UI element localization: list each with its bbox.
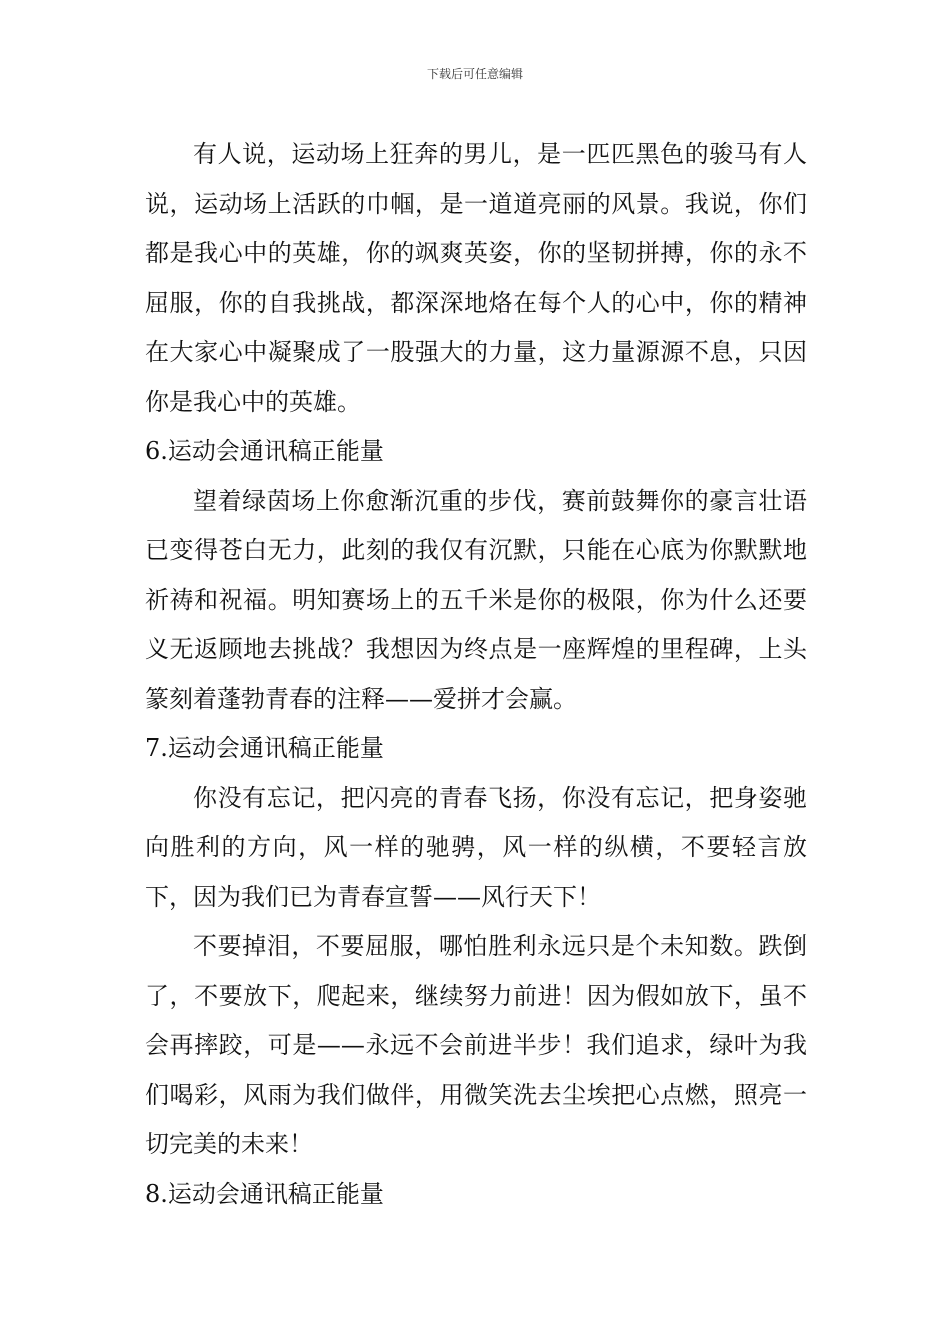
- document-body: [145, 130, 807, 1219]
- section-heading-8: 8.运动会通讯稿正能量: [145, 1179, 384, 1208]
- paragraph-never-give-up: 不要掉泪，不要屈服，哪怕胜利永远只是个未知数。跌倒了，不要放下，爬起来，继续努力前进！因为假如放下，虽不会再摔跤，可是——永远不会前进半步！我们追求，绿叶为我们喝彩，风雨为我们做伴，用微笑洗去尘埃把心点燃，照亮一切完美的未来！: [145, 932, 807, 1158]
- paragraph-five-thousand-meters: 望着绿茵场上你愈渐沉重的步伐，赛前鼓舞你的豪言壮语已变得苍白无力，此刻的我仅有沉默，只能在心底为你默默地祈祷和祝福。明知赛场上的五千米是你的极限，你为什么还要义无返顾地去挑战？我想因为终点是一座辉煌的里程碑，上头篆刻着蓬勃青春的注释——爱拼才会赢。: [145, 486, 807, 713]
- paragraph-heroes: 有人说，运动场上狂奔的男儿，是一匹匹黑色的骏马有人说，运动场上活跃的巾帼，是一道道亮丽的风景。我说，你们都是我心中的英雄，你的飒爽英姿，你的坚韧拼搏，你的永不屈服，你的自我挑战，都深深地烙在每个人的心中，你的精神在大家心中凝聚成了一股强大的力量，这力量源源不息，只因你是我心中的英雄。: [145, 140, 807, 416]
- section-heading-7: 7.运动会通讯稿正能量: [145, 734, 384, 762]
- paragraph-youth-oath: 你没有忘记，把闪亮的青春飞扬，你没有忘记，把身姿驰向胜利的方向，风一样的驰骋，风一样的纵横，不要轻言放下，因为我们已为青春宣誓——风行天下！: [145, 783, 807, 911]
- page-header: 下载后可任意编辑: [426, 67, 523, 81]
- section-heading-6: 6.运动会通讯稿正能量: [145, 437, 384, 465]
